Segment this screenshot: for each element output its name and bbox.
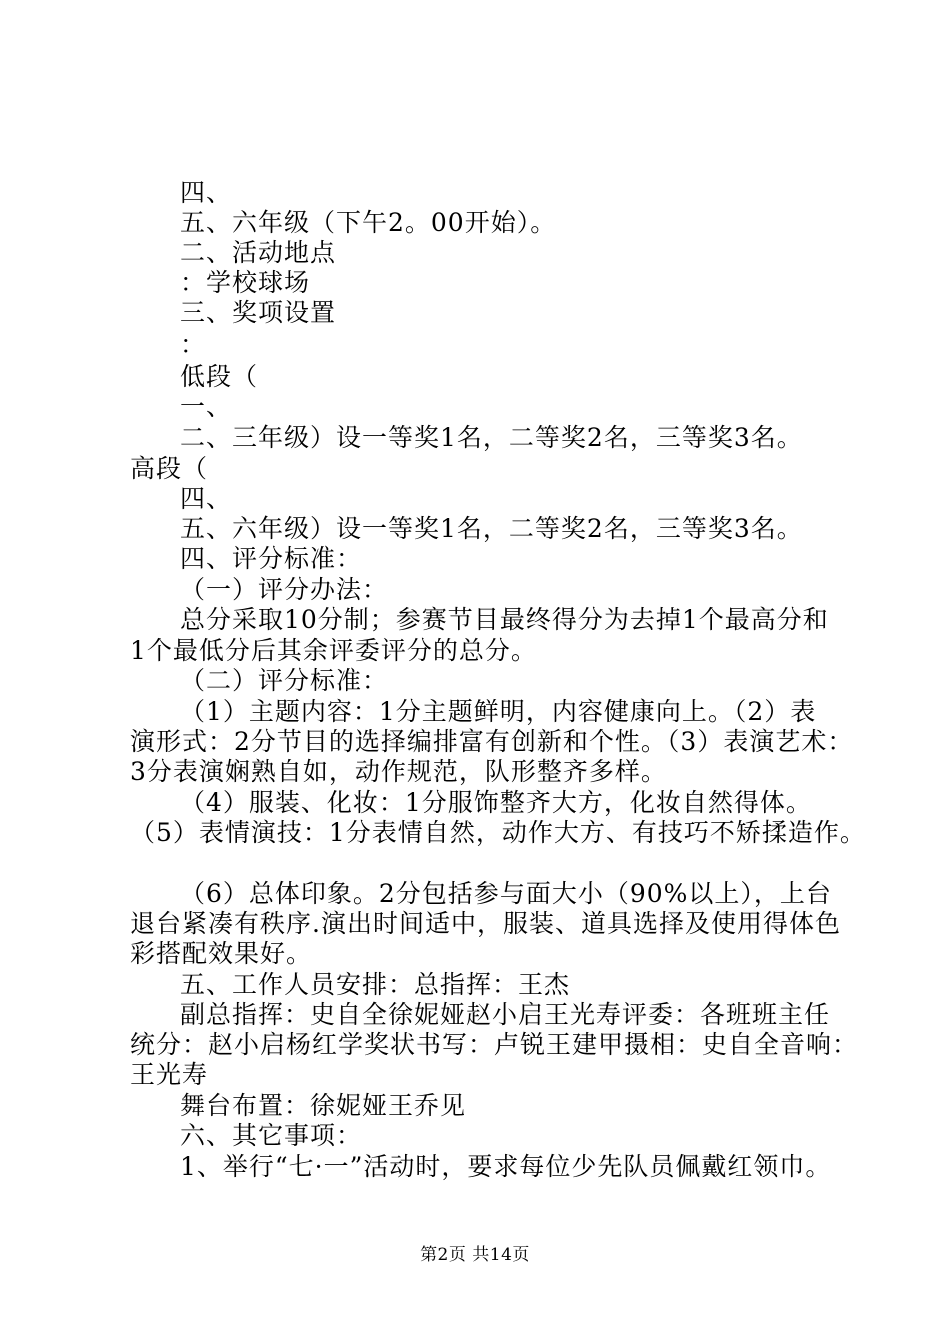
text-line: 彩搭配效果好。 (130, 939, 313, 968)
text-line: 一、 (180, 392, 233, 421)
text-line: 1个最低分后其余评委评分的总分。 (130, 636, 537, 665)
text-line: 三、奖项设置 (180, 298, 337, 327)
text-line: 二、三年级）设一等奖1名，二等奖2名，三等奖3名。 (180, 423, 803, 452)
text-line: 总分采取10分制；参赛节目最终得分为去掉1个最高分和 (180, 605, 829, 634)
text-line: 五、工作人员安排：总指挥：王杰 (180, 970, 571, 999)
text-line: 高段（ (130, 454, 209, 483)
text-line: （一）评分办法： (180, 575, 389, 604)
text-line: （二）评分标准： (180, 666, 389, 695)
text-line: 演形式：2分节目的选择编排富有创新和个性。（3）表演艺术： (130, 727, 854, 756)
text-line: 1、举行“七·一”活动时，要求每位少先队员佩戴红领巾。 (180, 1152, 832, 1181)
text-line: 四、评分标准： (180, 544, 363, 573)
text-line: 六、其它事项： (180, 1121, 363, 1150)
text-line: 二、活动地点 (180, 238, 337, 267)
text-line: 五、六年级）设一等奖1名，二等奖2名，三等奖3名。 (180, 514, 803, 543)
text-line: ： (180, 330, 207, 359)
text-line: 3分表演娴熟自如，动作规范，队形整齐多样。 (130, 757, 667, 786)
text-line: 五、六年级（下午2。00开始）。 (180, 208, 557, 237)
text-line: 统分：赵小启杨红学奖状书写：卢锐王建甲摄相：史自全音响： (130, 1030, 859, 1059)
page-number-footer: 第2页 共14页 (420, 1245, 530, 1265)
text-line: 副总指挥：史自全徐妮娅赵小启王光寿评委：各班班主任 (180, 1000, 831, 1029)
text-line: ：学校球场 (180, 268, 311, 297)
text-line: （6）总体印象。2分包括参与面大小（90%以上），上台 (180, 879, 832, 908)
text-line: 四、 (180, 484, 233, 513)
text-line: （1）主题内容：1分主题鲜明，内容健康向上。（2）表 (180, 697, 817, 726)
text-line: （5）表情演技：1分表情自然，动作大方、有技巧不矫揉造作。 (130, 818, 866, 847)
text-line: （4）服装、化妆：1分服饰整齐大方，化妆自然得体。 (180, 788, 812, 817)
text-line: 低段（ (180, 362, 259, 391)
text-line: 舞台布置：徐妮娅王乔见 (180, 1091, 467, 1120)
text-line: 退台紧凑有秩序.演出时间适中，服装、道具选择及使用得体色 (130, 909, 841, 938)
text-line: 王光寿 (130, 1060, 209, 1089)
text-line: 四、 (180, 178, 233, 207)
